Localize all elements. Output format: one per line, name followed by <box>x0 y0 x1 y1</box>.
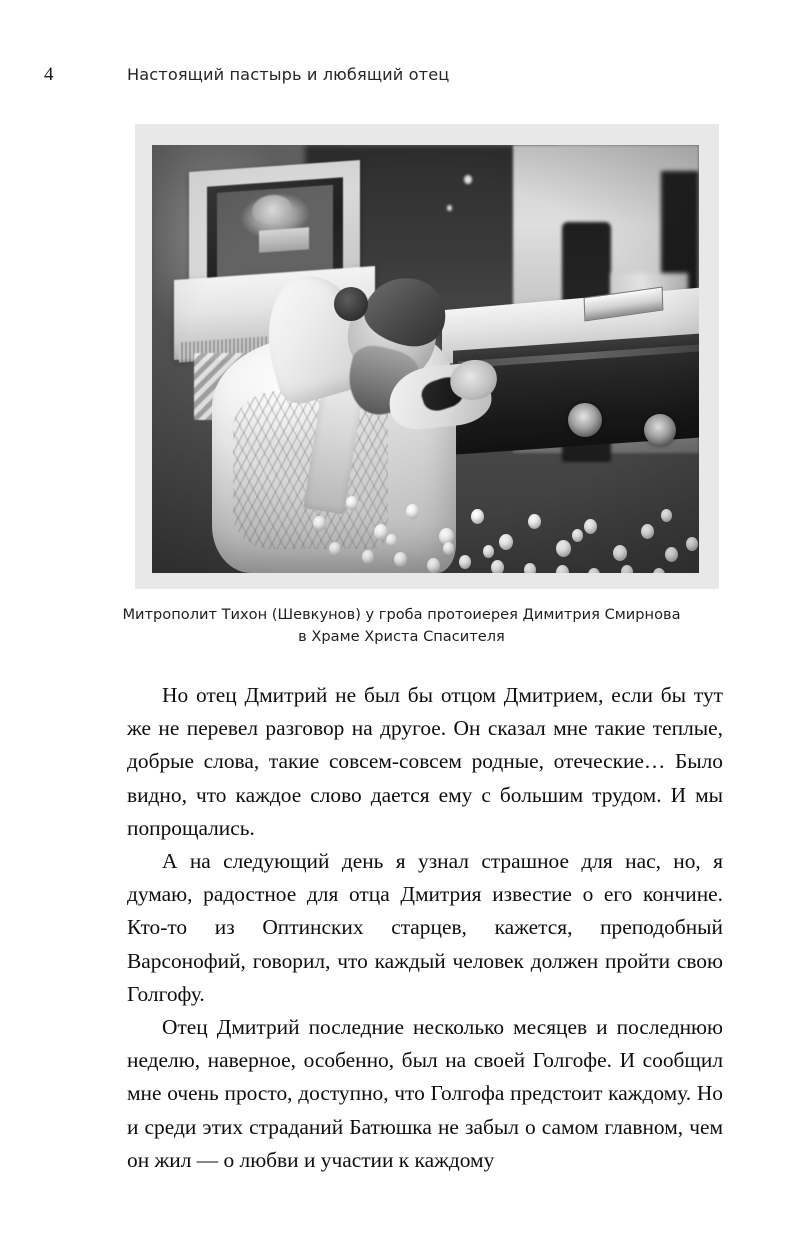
bishop-hair-bun <box>334 287 368 320</box>
white-rose <box>572 529 583 542</box>
body-text <box>127 679 723 1177</box>
white-rose <box>471 509 484 524</box>
white-rose <box>661 509 672 522</box>
white-rose <box>556 540 571 557</box>
white-rose <box>613 545 627 561</box>
running-title: Настоящий пастырь и любящий отец <box>127 65 450 84</box>
coffin-handle <box>644 414 676 446</box>
running-head <box>0 62 803 92</box>
white-rose <box>524 563 536 573</box>
white-rose <box>346 496 358 510</box>
photo-white-roses <box>305 457 699 573</box>
white-rose <box>499 534 513 550</box>
candle-glint <box>464 175 472 184</box>
white-rose <box>588 568 600 573</box>
photograph <box>152 145 699 573</box>
white-rose <box>686 537 698 551</box>
paragraph: Но отец Дмитрий не был бы отцом Дмитрием, если бы тут же не перевел разговор на другое. Он сказал мне такие теплые, добрые слова, такие совсем-совсем родные, отеческие… Было видно, что каждое слово дается ему с большим трудом. И мы попрощались. <box>127 683 723 840</box>
white-rose <box>483 545 494 558</box>
paragraph: А на следующий день я узнал страшное для нас, но, я думаю, радостное для отца Дмитрия известие о его кончине. Кто-то из Оптинских старцев, кажется, преподобный Варсонофий, говорил, что каждый человек должен пройти свою Голгофу. <box>127 849 723 1006</box>
white-rose <box>394 552 407 567</box>
white-rose <box>584 519 597 534</box>
coffin-handle <box>568 403 602 437</box>
figure-caption <box>80 604 723 648</box>
white-rose <box>427 558 440 573</box>
white-rose <box>362 550 374 564</box>
white-rose <box>443 542 454 555</box>
caption-line-1: Митрополит Тихон (Шевкунов) у гроба протоиерея Димитрия Смирнова <box>122 606 681 623</box>
white-rose <box>665 547 678 562</box>
icon-gospel-book <box>259 227 309 253</box>
paragraph: Отец Дмитрий последние несколько месяцев и последнюю неделю, наверное, особенно, был на своей Голгофе. И сообщил мне очень просто, доступно, что Голгофа предстоит каждому. Но и среди этих страданий Батюшка не забыл о самом главном, чем он жил — о любви и участии к каждому <box>127 1015 723 1172</box>
figure <box>135 124 719 589</box>
white-rose <box>641 524 654 539</box>
white-rose <box>491 560 504 573</box>
white-rose <box>528 514 541 529</box>
white-rose <box>329 542 341 556</box>
white-rose <box>459 555 471 569</box>
caption-line-2: в Храме Христа Спасителя <box>298 628 505 645</box>
white-rose <box>653 568 665 573</box>
white-rose <box>621 565 633 573</box>
page-number: 4 <box>44 64 54 85</box>
white-rose <box>313 516 326 531</box>
white-rose <box>386 534 397 547</box>
white-rose <box>556 565 569 573</box>
white-rose <box>406 504 419 519</box>
